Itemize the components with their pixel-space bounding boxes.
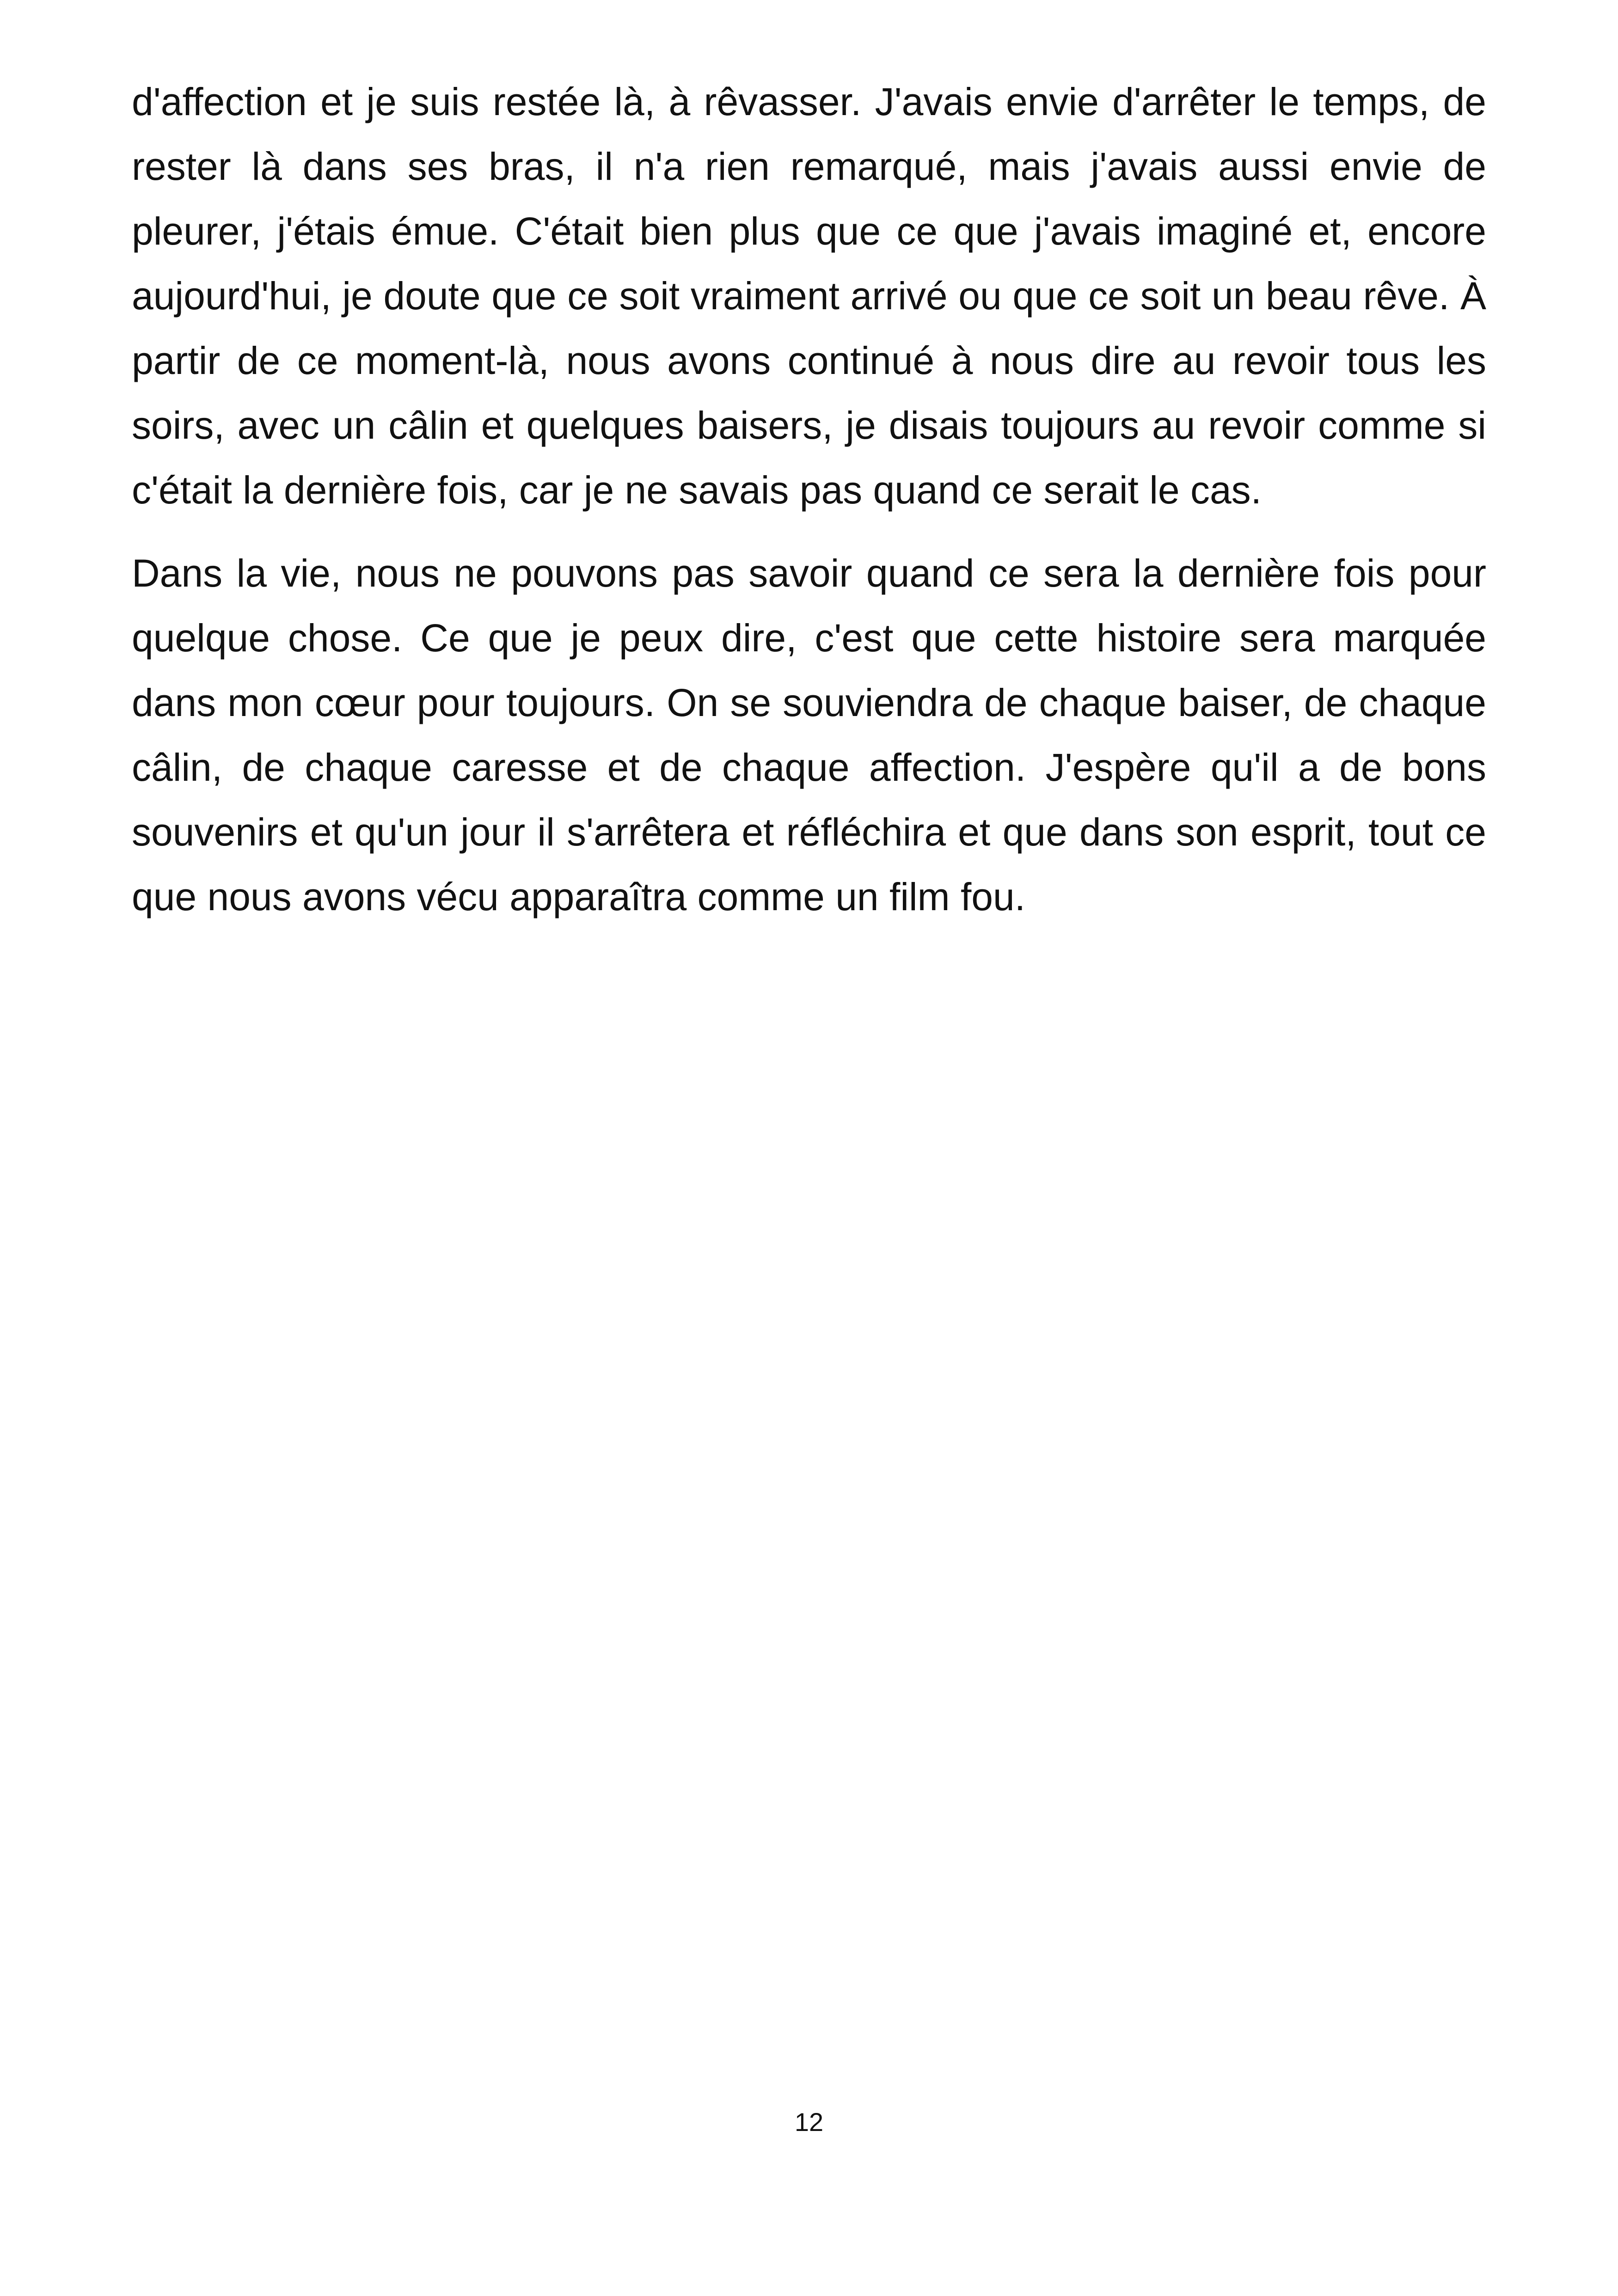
page-number: 12	[794, 2107, 824, 2137]
paragraph-1: d'affection et je suis restée là, à rêvasser. J'avais envie d'arrêter le temps, de rester là dans ses bras, il n'a rien remarqué, mais j'avais aussi envie de pleurer, j'étais émue. C'était bien plus que ce que j'avais imaginé et, encore aujourd'hui, je doute que ce soit vraiment arrivé ou que ce soit un beau rêve. À partir de ce moment-là, nous avons continué à nous dire au revoir tous les soirs, avec un câlin et quelques baisers, je disais toujours au revoir comme si c'était la dernière fois, car je ne savais pas quand ce serait le cas.	[132, 80, 1486, 512]
body-text	[132, 69, 1486, 948]
paragraph-2: Dans la vie, nous ne pouvons pas savoir quand ce sera la dernière fois pour quelque chose. Ce que je peux dire, c'est que cette histoire sera marquée dans mon cœur pour toujours. On se souviendra de chaque baiser, de chaque câlin, de chaque caresse et de chaque affection. J'espère qu'il a de bons souvenirs et qu'un jour il s'arrêtera et réfléchira et que dans son esprit, tout ce que nous avons vécu apparaîtra comme un film fou.	[132, 551, 1486, 918]
